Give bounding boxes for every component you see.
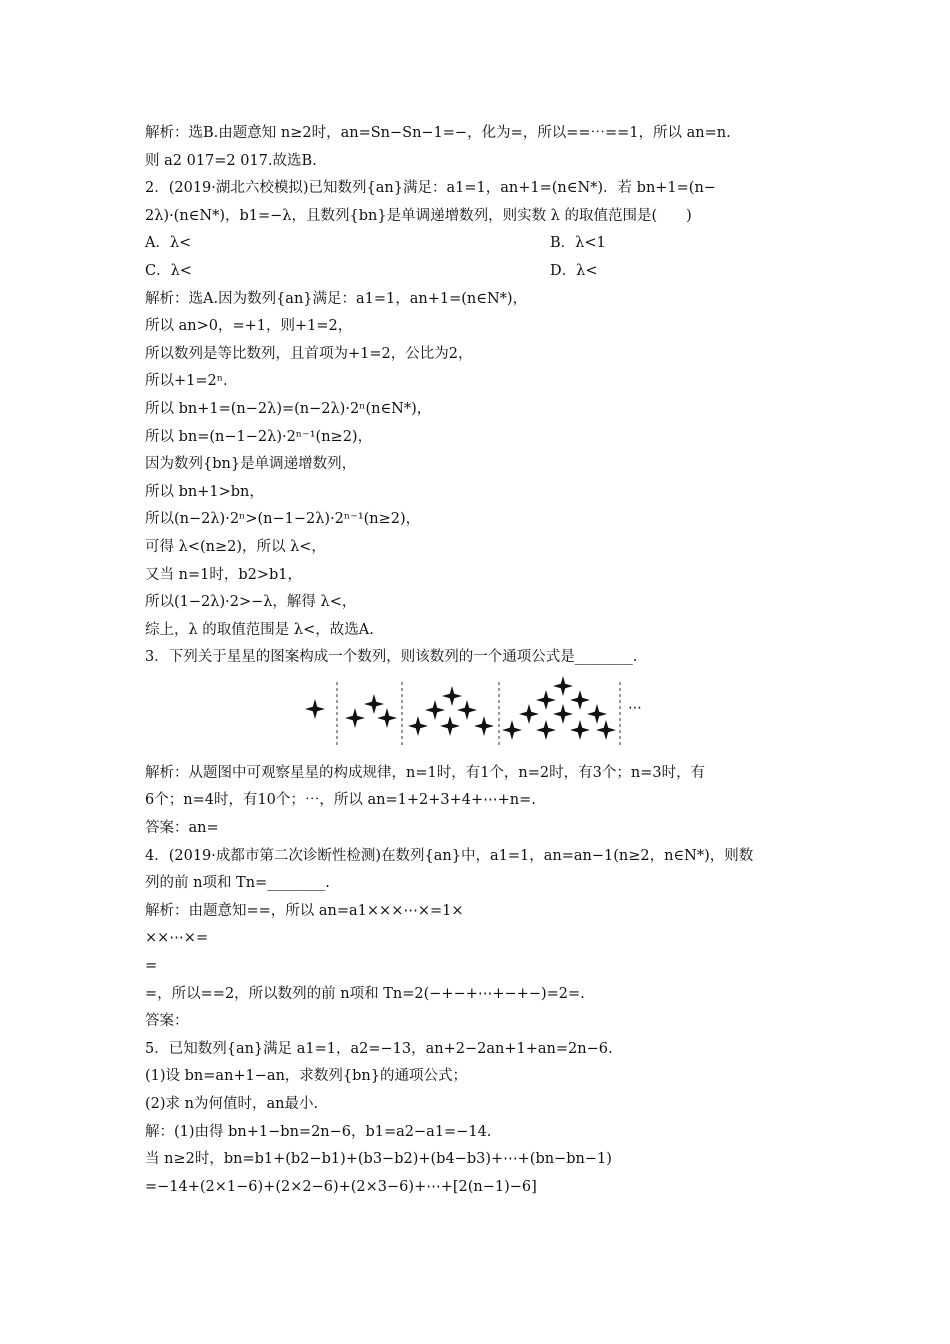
text-line: 所以 bn+1=(n−2λ)=(n−2λ)·2ⁿ(n∈N*)， <box>145 400 432 417</box>
question-5-line: 5．已知数列{an}满足 a1=1，a2=−13，an+2−2an+1+an=2n−6. <box>145 1040 613 1057</box>
text-line: (2)求 n为何值时，an最小. <box>145 1096 319 1112</box>
text-line: 解：(1)由得 bn+1−bn=2n−6，b1=a2−a1=−14. <box>145 1123 492 1140</box>
text-line: =−14+(2×1−6)+(2×2−6)+(2×3−6)+⋯+[2(n−1)−6] <box>145 1178 537 1195</box>
text-line: 所以数列是等比数列，且首项为+1=2，公比为2， <box>145 345 473 362</box>
star-icon <box>364 694 384 714</box>
star-icon <box>502 720 522 740</box>
options-row <box>145 258 810 286</box>
question-3-line: 3．下列关于星星的图案构成一个数列，则该数列的一个通项公式是________. <box>145 649 638 666</box>
answer-line: 答案：an= <box>145 820 219 837</box>
text-line: = <box>145 958 158 975</box>
star-icon <box>474 716 494 736</box>
text-line: 当 n≥2时，bn=b1+(b2−b1)+(b3−b2)+(b4−b3)+⋯+(bn−bn−1) <box>145 1151 612 1168</box>
text-line: 所以 bn=(n−1−2λ)·2ⁿ⁻¹(n≥2)， <box>145 428 373 445</box>
text-line: 6个；n=4时，有10个；⋯，所以 an=1+2+3+4+⋯+n=. <box>145 792 536 809</box>
star-icon <box>377 708 397 728</box>
answer-line: 答案： <box>145 1013 189 1030</box>
text-line: 所以(1−2λ)·2>−λ，解得 λ<， <box>145 594 357 611</box>
star-icon <box>305 699 325 719</box>
star-icon <box>570 690 590 710</box>
option-c: C．λ< <box>145 262 192 279</box>
star-icon <box>536 720 556 740</box>
star-pattern-svg <box>300 674 650 754</box>
text-line: 则 a2 017=2 017.故选B. <box>145 152 317 169</box>
question-4-line: 列的前 n项和 Tn=________. <box>145 875 330 892</box>
star-icon <box>457 700 477 720</box>
question-2-line: 2λ)·(n∈N*)，b1=−λ，且数列{bn}是单调递增数列，则实数 λ 的取值范围是( ) <box>145 207 692 224</box>
text-line: 可得 λ<(n≥2)，所以 λ<， <box>145 538 326 555</box>
star-icon <box>408 716 428 736</box>
text-line: 综上，λ 的取值范围是 λ<，故选A. <box>145 621 374 638</box>
text-line: 解析：选B.由题意知 n≥2时，an=Sn−Sn−1=−，化为=，所以==⋯==1，所以 an=n. <box>145 125 731 141</box>
text-block-c <box>145 760 810 1202</box>
text-line: 因为数列{bn}是单调递增数列， <box>145 456 357 473</box>
star-icon <box>519 704 539 724</box>
text-line: 所以 bn+1>bn， <box>145 483 264 500</box>
star-icon <box>536 690 556 710</box>
option-b: B．λ<1 <box>550 235 606 252</box>
star-icon <box>553 704 573 724</box>
star-icon <box>596 720 616 740</box>
text-line: 所以 an>0，=+1，则+1=2， <box>145 318 353 335</box>
text-line: =，所以==2，所以数列的前 n项和 Tn=2(−+−+⋯+−+−)=2=. <box>145 985 585 1002</box>
text-block-a <box>145 120 810 230</box>
text-line: 又当 n=1时，b2>b1， <box>145 566 302 583</box>
star-icon <box>442 686 462 706</box>
option-d: D．λ< <box>550 262 598 279</box>
text-block-b <box>145 286 810 672</box>
text-line: (1)设 bn=an+1−an，求数列{bn}的通项公式； <box>145 1068 467 1085</box>
star-icon <box>425 700 445 720</box>
text-line: 解析：由题意知==，所以 an=a1×××⋯×=1× <box>145 902 464 919</box>
star-icon <box>345 708 365 728</box>
star-icon <box>570 720 590 740</box>
document-page <box>145 120 810 1201</box>
text-line: 所以(n−2λ)·2ⁿ>(n−1−2λ)·2ⁿ⁻¹(n≥2)， <box>145 511 421 528</box>
star-icon <box>440 716 460 736</box>
option-a: A．λ< <box>145 235 192 252</box>
text-line: ××⋯×= <box>145 930 209 947</box>
star-pattern-figure <box>145 674 810 754</box>
star-icon <box>553 676 573 696</box>
star-icon <box>587 704 607 724</box>
text-line: 所以+1=2ⁿ. <box>145 373 228 390</box>
text-line: 解析：从题图中可观察星星的构成规律，n=1时，有1个，n=2时，有3个；n=3时，有 <box>145 764 706 781</box>
options-row <box>145 230 810 258</box>
ellipsis-label: ⋯ <box>628 699 642 716</box>
text-line: 解析：选A.因为数列{an}满足：a1=1，an+1=(n∈N*)， <box>145 290 528 307</box>
question-2-line: 2．(2019·湖北六校模拟)已知数列{an}满足：a1=1，an+1=(n∈N*)．若 bn+1=(n− <box>145 180 716 197</box>
question-4-line: 4．(2019·成都市第二次诊断性检测)在数列{an}中，a1=1，an=an−1(n≥2，n∈N*)，则数 <box>145 847 754 864</box>
